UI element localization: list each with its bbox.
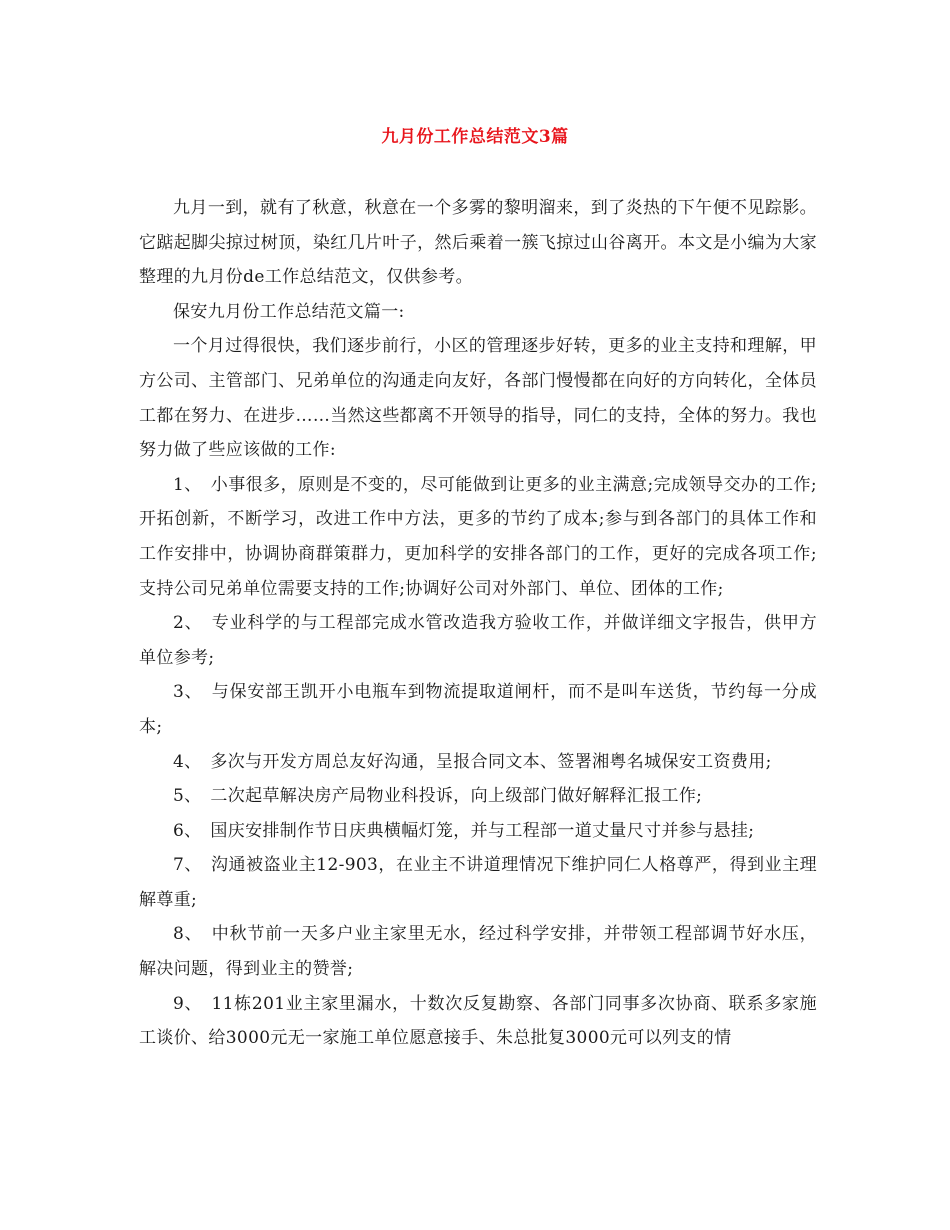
list-item-4: 4、 多次与开发方周总友好沟通，呈报合同文本、签署湘粤名城保安工资费用; <box>173 751 772 772</box>
paragraph-summary: 一个月过得很快，我们逐步前行，小区的管理逐步好转，更多的业主支持和理解，甲方公司、主管部门、兄弟单位的沟通走向友好，各部门慢慢都在向好的方向转化，全体员工都在努力、在进步……当然这些都离不开领导的指导，同仁的支持，全体的努力。我也努力做了些应该做的工作: <box>139 336 817 461</box>
list-item-1: 1、 小事很多，原则是不变的，尽可能做到让更多的业主满意;完成领导交办的工作;开拓创新，不断学习，改进工作中方法，更多的节约了成本;参与到各部门的具体工作和工作安排中，协调协商群策群力，更加科学的安排各部门的工作，更好的完成各项工作;支持公司兄弟单位需要支持的工作;协调好公司对外部门、单位、团体的工作; <box>139 474 817 599</box>
list-item-5: 5、 二次起草解决房产局物业科投诉，向上级部门做好解释汇报工作; <box>173 786 703 807</box>
list-item-9: 9、 11栋201业主家里漏水，十数次反复勘察、各部门同事多次协商、联系多家施工谈价、给3000元无一家施工单位愿意接手、朱总批复3000元可以列支的情 <box>139 993 817 1049</box>
list-item-2: 2、 专业科学的与工程部完成水管改造我方验收工作，并做详细文字报告，供甲方单位参考; <box>139 613 817 668</box>
paragraph-section-heading: 保安九月份工作总结范文篇一: <box>173 301 405 322</box>
paragraph-intro: 九月一到，就有了秋意，秋意在一个多雾的黎明溜来，到了炎热的下午便不见踪影。它踮起脚尖掠过树顶，染红几片叶子，然后乘着一簇飞掠过山谷离开。本文是小编为大家整理的九月份de工作总结范文，仅供参考。 <box>139 198 817 288</box>
list-item-7: 7、 沟通被盗业主12-903，在业主不讲道理情况下维护同仁人格尊严，得到业主理解尊重; <box>139 855 817 910</box>
document-body <box>139 191 817 1056</box>
list-item-8: 8、 中秋节前一天多户业主家里无水，经过科学安排，并带领工程部调节好水压，解决问题，得到业主的赞誉; <box>139 924 817 980</box>
list-item-6: 6、 国庆安排制作节日庆典横幅灯笼，并与工程部一道丈量尺寸并参与悬挂; <box>173 820 755 841</box>
document-title: 九月份工作总结范文3篇 <box>381 127 569 147</box>
list-item-3: 3、 与保安部王凯开小电瓶车到物流提取道闸杆，而不是叫车送货，节约每一分成本; <box>139 682 817 737</box>
